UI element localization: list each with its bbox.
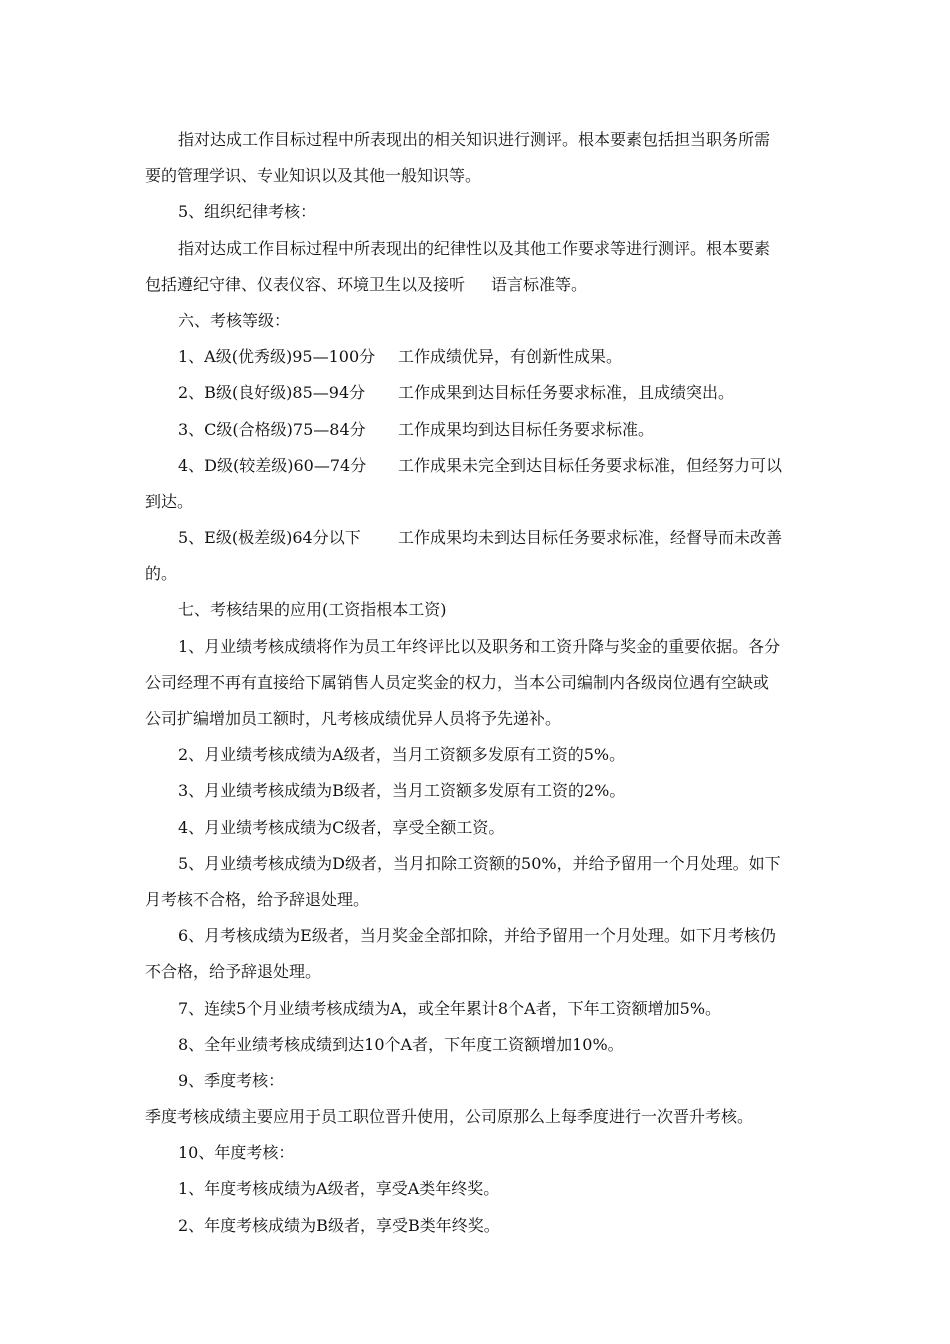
paragraph-line: 7、连续5个月业绩考核成绩为A，或全年累计8个A者，下年工资额增加5%。	[178, 998, 722, 1018]
paragraph-line: 公司经理不再有直接给下属销售人员定奖金的权力，当本公司编制内各级岗位遇有空缺或	[145, 672, 770, 692]
grade-row	[145, 375, 815, 411]
grade-level: 4、D级(较差级)60—74分	[178, 455, 367, 475]
paragraph-line: 月考核不合格，给予辞退处理。	[145, 889, 370, 909]
paragraph-fragment: 包括遵纪守律、仪表仪容、环境卫生以及接听	[145, 274, 466, 294]
document-body	[145, 122, 815, 1244]
paragraph-line: 指对达成工作目标过程中所表现出的纪律性以及其他工作要求等进行测评。根本要素	[178, 238, 771, 258]
paragraph-line: 1、年度考核成绩为A级者，享受A类年终奖。	[178, 1179, 500, 1199]
paragraph-line: 公司扩编增加员工额时，凡考核成绩优异人员将予先递补。	[145, 709, 562, 728]
grade-level: 5、E级(极差级)64分以下	[178, 528, 361, 548]
paragraph-line: 到达。	[145, 491, 194, 511]
grade-level: 2、B级(良好级)85—94分	[178, 383, 366, 403]
grade-row	[145, 448, 815, 484]
grade-description: 工作成果未完全到达目标任务要求标准，但经努力可以	[398, 455, 783, 475]
grade-description: 工作成绩优异，有创新性成果。	[398, 347, 623, 367]
grade-row	[145, 412, 815, 448]
paragraph-line: 2、年度考核成绩为B级者，享受B类年终奖。	[178, 1215, 500, 1235]
paragraph-line: 不合格，给予辞退处理。	[145, 962, 322, 982]
grade-description: 工作成果到达目标任务要求标准，且成绩突出。	[398, 383, 735, 403]
grade-level: 3、C级(合格级)75—84分	[178, 419, 366, 439]
paragraph-line: 4、月业绩考核成绩为C级者，享受全额工资。	[178, 817, 505, 837]
grade-row	[145, 339, 815, 375]
paragraph-line: 3、月业绩考核成绩为B级者，当月工资额多发原有工资的2%。	[178, 781, 626, 801]
paragraph-line: 要的管理学识、专业知识以及其他一般知识等。	[145, 166, 482, 186]
grade-description: 工作成果均未到达目标任务要求标准，经督导而未改善	[398, 528, 783, 548]
grade-description: 工作成果均到达目标任务要求标准。	[398, 419, 655, 439]
grade-level: 1、A级(优秀级)95—100分	[178, 347, 376, 367]
paragraph-line: 5、月业绩考核成绩为D级者，当月扣除工资额的50%，并给予留用一个月处理。如下	[178, 853, 781, 873]
section-heading: 9、季度考核：	[178, 1070, 285, 1090]
grade-row	[145, 520, 815, 556]
paragraph-line: 季度考核成绩主要应用于员工职位晋升使用，公司原那么上每季度进行一次晋升考核。	[145, 1107, 754, 1127]
paragraph-line: 1、月业绩考核成绩将作为员工年终评比以及职务和工资升降与奖金的重要依据。各分	[178, 636, 781, 656]
section-heading: 六、考核等级：	[178, 310, 291, 330]
paragraph-line: 的。	[145, 564, 178, 584]
section-heading: 5、组织纪律考核：	[178, 202, 317, 222]
section-heading: 七、考核结果的应用(工资指根本工资)	[178, 600, 447, 620]
paragraph-fragment: 语言标准等。	[491, 274, 588, 294]
paragraph-line	[145, 267, 815, 303]
paragraph-line: 指对达成工作目标过程中所表现出的相关知识进行测评。根本要素包括担当职务所需	[178, 130, 771, 149]
paragraph-line: 2、月业绩考核成绩为A级者，当月工资额多发原有工资的5%。	[178, 745, 626, 765]
paragraph-line: 8、全年业绩考核成绩到达10个A者，下年度工资额增加10%。	[178, 1034, 624, 1054]
section-heading: 10、年度考核：	[178, 1143, 295, 1163]
paragraph-line: 6、月考核成绩为E级者，当月奖金全部扣除，并给予留用一个月处理。如下月考核仍	[178, 926, 776, 946]
